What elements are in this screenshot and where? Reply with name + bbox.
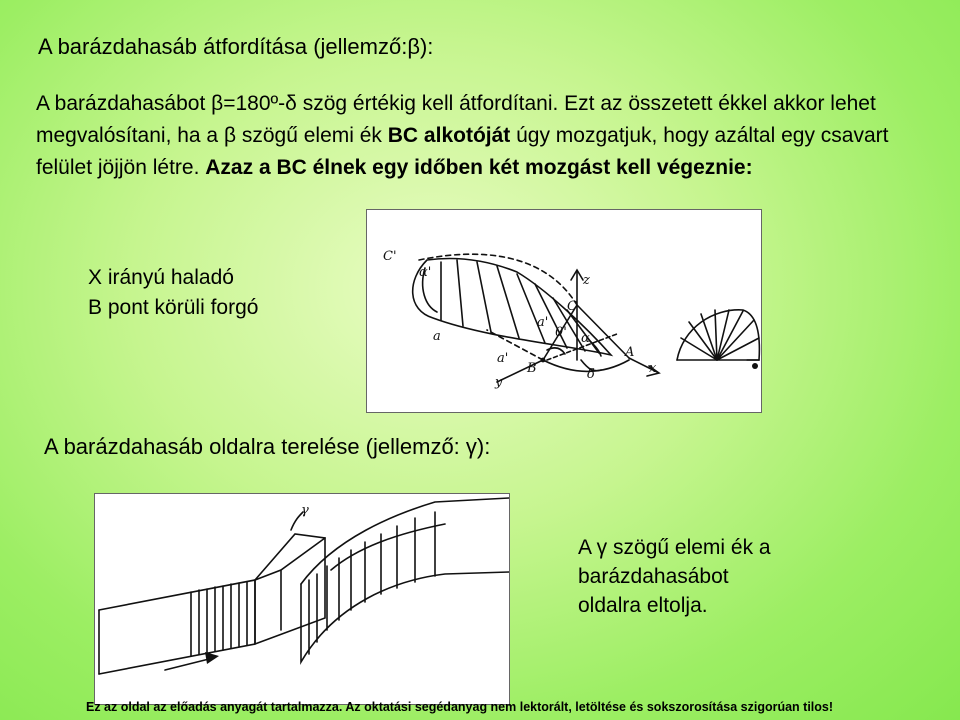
label-c-prime: C' — [383, 249, 397, 264]
travel-arrow-head — [205, 652, 219, 664]
intro-text-2: úgy mozgatjuk, hogy azáltal egy csavart felület jöjjön létre. — [36, 124, 889, 179]
label-alpha: α — [581, 331, 590, 346]
curved-slab-side — [301, 572, 509, 662]
side-deflection-figure — [94, 493, 510, 705]
point-b — [541, 358, 546, 363]
label-a-prime-mid: a' — [537, 315, 549, 330]
wedge-line-2: barázdahasábot — [578, 565, 729, 588]
fan-diagram — [677, 310, 759, 360]
label-alpha-prime-top: α' — [419, 265, 432, 280]
angle-arc-1 — [547, 348, 565, 354]
footer-notice: Ez az oldal az előadás anyagát tartalmazza. Az oktatási segédanyag nem lektorált, letöltése és sokszorosítása szigorúan tilos! — [86, 700, 834, 714]
motion-list — [88, 263, 258, 323]
label-a-prime-low: a' — [497, 351, 509, 366]
label-y: y — [495, 375, 503, 390]
label-big-a: A — [625, 345, 635, 360]
slab-hatching — [191, 582, 247, 656]
curved-slab-top — [301, 498, 509, 584]
intro-paragraph — [36, 88, 936, 184]
curved-slab-inner — [331, 524, 445, 570]
label-a: a — [433, 329, 441, 344]
intro-bold-2: Azaz a BC élnek egy időben két mozgást kell végeznie: — [205, 156, 753, 179]
intro-bold-1: BC alkotóját — [387, 124, 511, 147]
wedge-block — [255, 534, 325, 644]
wedge-explanation — [578, 533, 771, 620]
curved-hatching — [309, 512, 435, 654]
wedge-line-3: oldalra eltolja. — [578, 594, 708, 617]
fan-pivot — [752, 363, 758, 369]
label-z: z — [583, 273, 590, 288]
label-gamma: γ — [301, 503, 309, 518]
dashed-a-line — [487, 330, 543, 360]
motion-rotation: B pont körüli forgó — [88, 296, 259, 319]
label-x: x — [649, 361, 657, 376]
intro-text-1: A barázdahasábot β=180º-δ szög értékig kell átfordítani. Ezt az összetett ékkel akkor lehet megvalósítani, ha a β szögű elemi ék — [36, 92, 876, 147]
twisted-surface-figure — [366, 209, 762, 413]
twisted-surface-drawing — [367, 210, 761, 412]
label-delta: δ — [587, 367, 595, 382]
label-c: C — [567, 299, 577, 314]
wedge-line-1: A γ szögű elemi ék a — [578, 536, 771, 559]
motion-translation: X irányú haladó — [88, 266, 234, 289]
label-b: B — [527, 361, 537, 376]
label-zero-prime: 0' — [555, 325, 567, 340]
section-2-title: A barázdahasáb oldalra terelése (jellemző: γ): — [44, 434, 491, 459]
side-deflection-drawing — [95, 494, 509, 704]
slide-title: A barázdahasáb átfordítása (jellemző:β): — [38, 34, 434, 59]
wedge-top — [255, 538, 325, 580]
